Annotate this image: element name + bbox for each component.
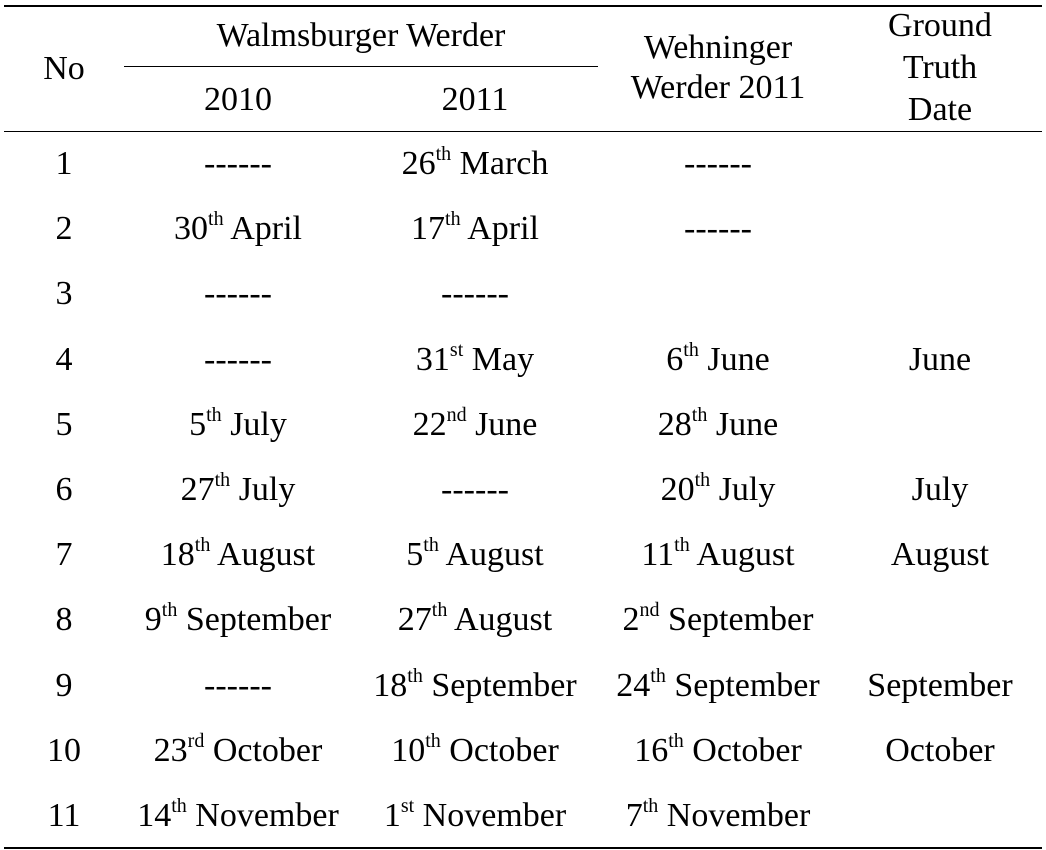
cell-walmsburger-2011 — [352, 404, 598, 443]
cell-no: 7 — [55, 536, 73, 573]
date-month: September — [185, 601, 332, 638]
date-month: August — [696, 536, 795, 573]
date-ordinal-suffix: th — [445, 208, 461, 230]
date-ordinal-suffix: th — [423, 534, 439, 556]
cell-ground-truth: August — [890, 536, 990, 573]
date-month: October — [212, 732, 323, 769]
date-month: September — [668, 601, 814, 638]
date-ordinal-suffix: th — [674, 534, 690, 556]
header-ground-line3: Date — [907, 91, 973, 128]
cell-walmsburger-2011 — [352, 665, 598, 704]
cell-walmsburger-2010 — [124, 668, 352, 704]
date-day: 16 — [634, 732, 669, 769]
date-ordinal-suffix: th — [650, 665, 666, 687]
date-month: September — [431, 667, 577, 704]
cell-walmsburger-2010 — [124, 342, 352, 378]
date-day: 9 — [144, 601, 162, 638]
date-day: 26 — [401, 145, 436, 182]
header-walmsburger: Walmsburger Werder — [216, 17, 506, 54]
date-day: 10 — [391, 732, 426, 769]
cell-no: 11 — [47, 797, 81, 834]
date-month: July — [718, 471, 776, 508]
cell-walmsburger-2011 — [352, 143, 598, 182]
date-month: March — [459, 145, 549, 182]
date-ordinal-suffix: th — [161, 599, 178, 621]
date-month: July — [238, 471, 296, 508]
date-month: April — [467, 210, 539, 247]
date-ordinal-suffix: th — [171, 795, 187, 817]
date-ordinal-suffix: th — [208, 208, 224, 230]
header-rule — [4, 131, 1042, 132]
date-day: ------ — [441, 471, 509, 508]
date-day: 27 — [397, 601, 432, 638]
date-ordinal-suffix: th — [691, 404, 708, 426]
cell-wehninger-2011 — [598, 469, 838, 508]
date-day: ------ — [204, 341, 272, 378]
cell-walmsburger-2011 — [352, 276, 598, 312]
date-month: May — [471, 341, 535, 378]
date-ordinal-suffix: st — [449, 339, 464, 361]
date-ordinal-suffix: th — [206, 404, 222, 426]
date-month: June — [715, 406, 779, 443]
cell-walmsburger-2010 — [124, 469, 352, 508]
date-ordinal-suffix: st — [400, 795, 415, 817]
cell-wehninger-2011 — [598, 730, 838, 769]
date-day: ------ — [441, 275, 509, 312]
header-no: No — [43, 50, 85, 87]
date-day: 14 — [137, 797, 172, 834]
date-day: 30 — [174, 210, 209, 247]
walmsburger-span-rule — [124, 66, 598, 67]
date-ordinal-suffix: th — [668, 730, 684, 752]
date-day: ------ — [204, 145, 272, 182]
cell-walmsburger-2011 — [352, 534, 598, 573]
date-day: ------ — [684, 145, 752, 182]
date-ordinal-suffix: nd — [446, 404, 467, 426]
date-day: ------ — [204, 275, 272, 312]
header-wehninger-line2: Werder 2011 — [630, 69, 806, 106]
date-month: October — [692, 732, 802, 769]
date-day: 22 — [412, 406, 447, 443]
cell-walmsburger-2011 — [352, 730, 598, 769]
cell-wehninger-2011 — [598, 534, 838, 573]
date-day: 5 — [406, 536, 424, 573]
cell-walmsburger-2011 — [352, 208, 598, 247]
date-month: September — [674, 667, 820, 704]
date-day: ------ — [204, 667, 272, 704]
cell-walmsburger-2011 — [352, 795, 598, 834]
date-day: 20 — [660, 471, 695, 508]
date-day: 18 — [160, 536, 195, 573]
date-month: June — [707, 341, 770, 378]
cell-ground-truth: June — [908, 341, 972, 378]
cell-no: 2 — [55, 210, 73, 247]
date-month: November — [195, 797, 339, 834]
date-day: ------ — [684, 210, 752, 247]
cell-no: 3 — [55, 275, 73, 312]
date-day: 28 — [657, 406, 692, 443]
date-day: 27 — [180, 471, 215, 508]
cell-no: 5 — [55, 406, 73, 443]
date-day: 23 — [153, 732, 188, 769]
date-ordinal-suffix: th — [425, 730, 441, 752]
date-ordinal-suffix: th — [694, 469, 711, 491]
date-ordinal-suffix: th — [435, 143, 452, 165]
date-ordinal-suffix: th — [194, 534, 211, 556]
date-ordinal-suffix: th — [407, 665, 423, 687]
cell-ground-truth: July — [911, 471, 969, 508]
date-month: August — [216, 536, 316, 573]
header-2010: 2010 — [204, 81, 272, 118]
date-month: August — [445, 536, 544, 573]
cell-walmsburger-2010 — [124, 146, 352, 182]
date-month: April — [230, 210, 302, 247]
date-day: 24 — [616, 667, 651, 704]
date-day: 17 — [411, 210, 446, 247]
cell-ground-truth: October — [885, 732, 995, 769]
date-month: October — [449, 732, 559, 769]
cell-wehninger-2011 — [598, 404, 838, 443]
date-day: 5 — [189, 406, 207, 443]
header-wehninger-line1: Wehninger — [643, 29, 793, 66]
cell-walmsburger-2010 — [124, 795, 352, 834]
bottom-rule — [4, 847, 1042, 849]
date-month: August — [453, 601, 553, 638]
date-ordinal-suffix: th — [683, 339, 699, 361]
cell-wehninger-2011 — [598, 146, 838, 182]
date-day: 1 — [383, 797, 401, 834]
cell-wehninger-2011 — [598, 795, 838, 834]
cell-walmsburger-2011 — [352, 472, 598, 508]
date-ordinal-suffix: th — [431, 599, 448, 621]
date-ordinal-suffix: th — [214, 469, 231, 491]
date-day: 2 — [622, 601, 640, 638]
date-ordinal-suffix: nd — [639, 599, 660, 621]
top-rule — [4, 5, 1042, 7]
date-day: 7 — [625, 797, 643, 834]
cell-no: 9 — [55, 667, 73, 704]
header-ground-line1: Ground — [888, 7, 992, 44]
cell-wehninger-2011 — [598, 665, 838, 704]
cell-no: 10 — [47, 732, 81, 769]
header-2011: 2011 — [441, 81, 509, 118]
date-day: 11 — [641, 536, 675, 573]
cell-wehninger-2011 — [598, 599, 838, 638]
cell-no: 1 — [55, 145, 73, 182]
cell-ground-truth: September — [867, 667, 1013, 704]
cell-no: 6 — [55, 471, 73, 508]
date-day: 31 — [415, 341, 450, 378]
cell-no: 4 — [55, 341, 73, 378]
cell-walmsburger-2010 — [124, 208, 352, 247]
cell-walmsburger-2011 — [352, 599, 598, 638]
date-month: July — [230, 406, 287, 443]
date-day: 6 — [666, 341, 684, 378]
cell-walmsburger-2010 — [124, 534, 352, 573]
date-month: November — [422, 797, 567, 834]
cell-walmsburger-2010 — [124, 276, 352, 312]
date-month: June — [475, 406, 538, 443]
cell-wehninger-2011 — [598, 211, 838, 247]
cell-walmsburger-2010 — [124, 599, 352, 638]
date-ordinal-suffix: rd — [187, 730, 205, 752]
date-month: November — [666, 797, 811, 834]
cell-no: 8 — [55, 601, 73, 638]
date-day: 18 — [373, 667, 408, 704]
header-ground-line2: Truth — [902, 49, 978, 86]
cell-walmsburger-2011 — [352, 339, 598, 378]
cell-wehninger-2011 — [598, 339, 838, 378]
cell-walmsburger-2010 — [124, 404, 352, 443]
date-ordinal-suffix: th — [642, 795, 659, 817]
cell-walmsburger-2010 — [124, 730, 352, 769]
